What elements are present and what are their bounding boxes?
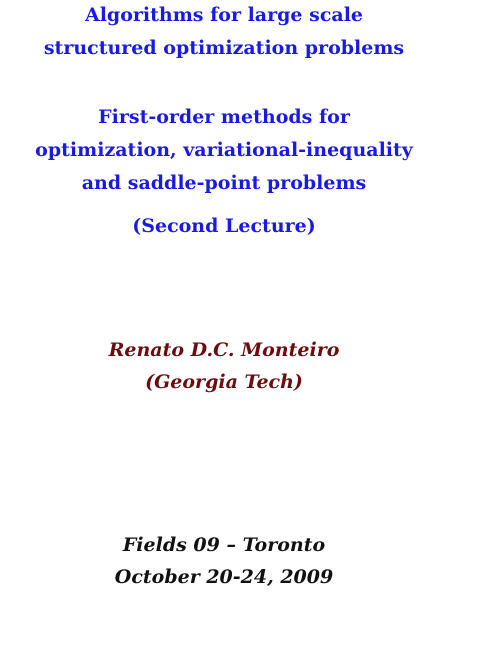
title-line-2: structured optimization problems xyxy=(43,37,405,59)
subtitle-line-1: First-order methods for xyxy=(98,106,350,128)
subtitle-line-3: and saddle-point problems xyxy=(81,172,367,194)
title-line-1: Algorithms for large scale xyxy=(84,4,364,26)
event-name: Fields 09 – Toronto xyxy=(122,534,326,556)
author-affiliation: (Georgia Tech) xyxy=(145,371,303,393)
author-name: Renato D.C. Monteiro xyxy=(108,339,340,361)
event-dates: October 20-24, 2009 xyxy=(114,566,334,588)
lecture-label: (Second Lecture) xyxy=(132,215,316,237)
subtitle-line-2: optimization, variational-inequality xyxy=(35,139,413,161)
